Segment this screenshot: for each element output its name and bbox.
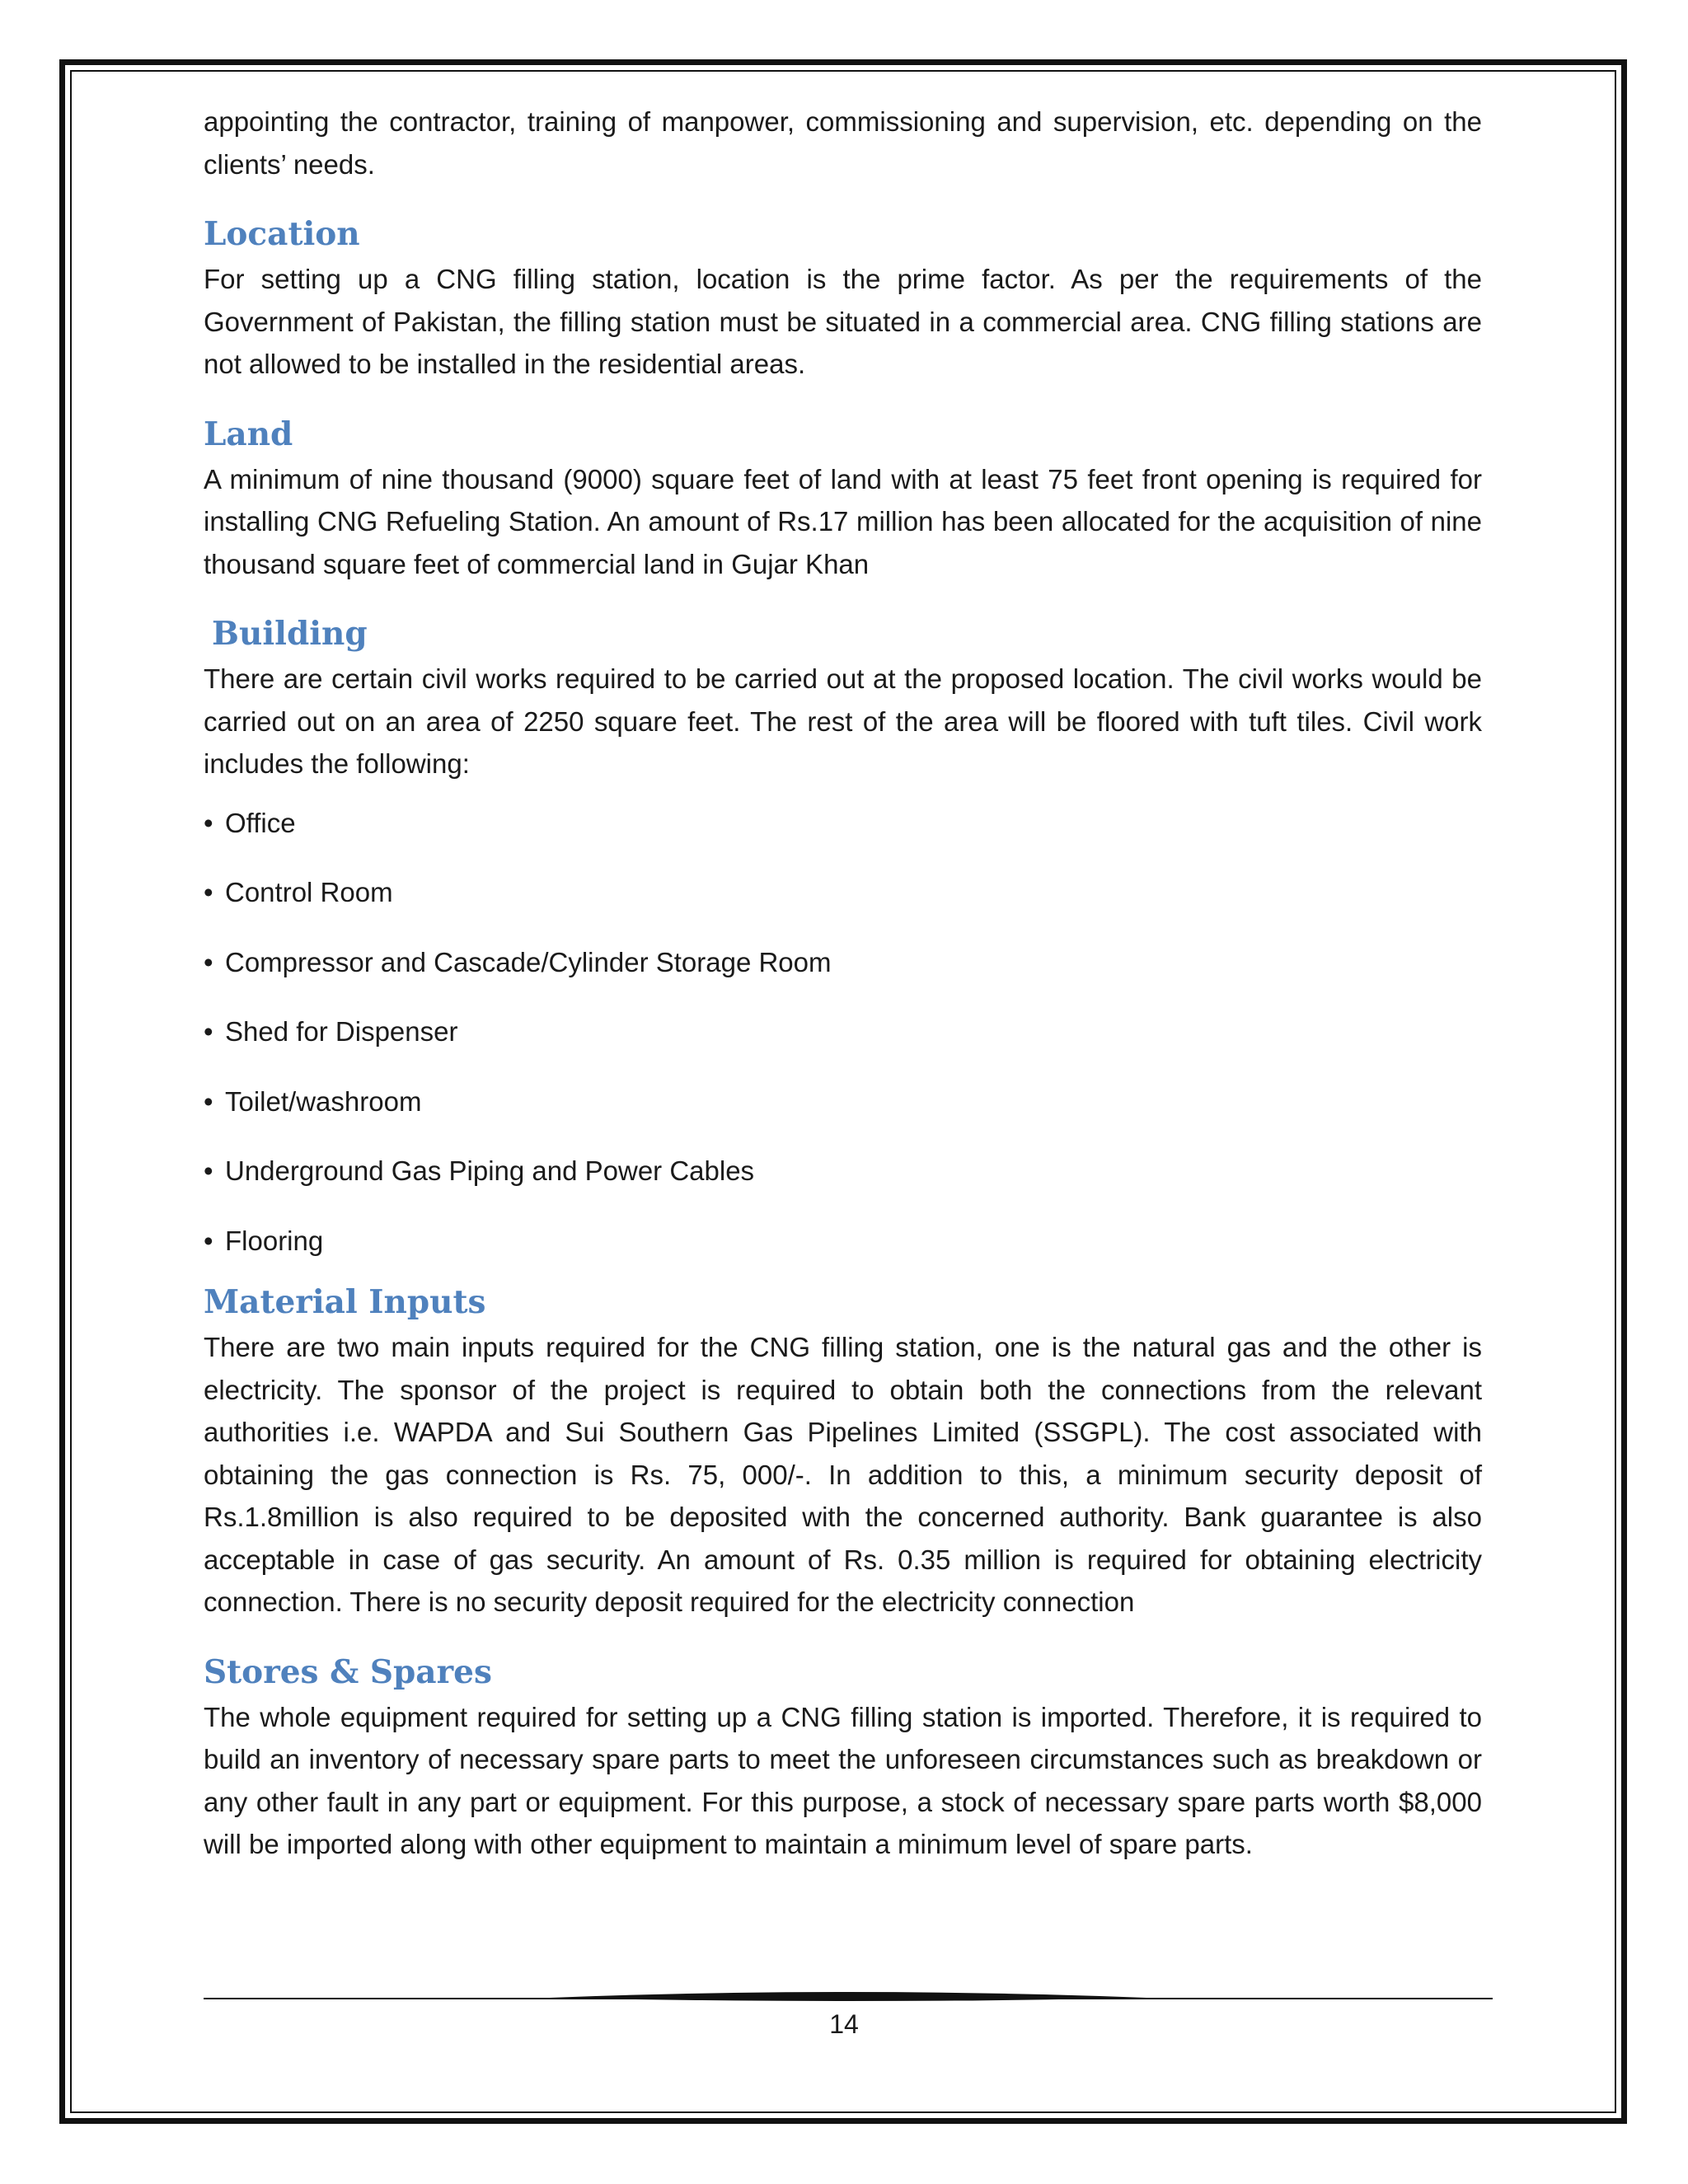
location-paragraph: For setting up a CNG filling station, location is the prime factor. As per the requirements of the Government of Pakistan, the filling station must be situated in a commercial area. CNG filling stations are not allowed to be installed in the residential areas. (204, 264, 1482, 379)
list-item-label: Compressor and Cascade/Cylinder Storage Room (225, 946, 832, 977)
bullet-icon: • (204, 1225, 213, 1256)
bullet-icon: • (204, 1016, 213, 1047)
page-content (204, 101, 1482, 1866)
material-inputs-heading: Material Inputs (204, 1283, 486, 1321)
building-heading: Building (212, 615, 368, 653)
list-item (204, 1010, 1482, 1053)
list-item (204, 941, 1482, 984)
civil-works-list (204, 802, 1482, 1263)
building-paragraph: There are certain civil works required to be carried out at the proposed location. The civil works would be carried out on an area of 2250 square feet. The rest of the area will be floored with tuft tiles. Civil work includes the following: (204, 663, 1482, 779)
land-paragraph: A minimum of nine thousand (9000) square feet of land with at least 75 feet front opening is required for installing CNG Refueling Station. An amount of Rs.17 million has been allocated for the acquisition of nine thousand square feet of commercial land in Gujar Khan (204, 463, 1482, 579)
list-item (204, 1220, 1482, 1263)
bullet-icon: • (204, 946, 213, 977)
bullet-icon: • (204, 1085, 213, 1117)
page-number: 14 (829, 2009, 859, 2039)
footer-divider (204, 1988, 1493, 2006)
stores-spares-heading: Stores & Spares (204, 1652, 492, 1691)
list-item (204, 1080, 1482, 1123)
list-item-label: Underground Gas Piping and Power Cables (225, 1155, 755, 1186)
list-item (204, 871, 1482, 914)
stores-spares-paragraph: The whole equipment required for setting up a CNG filling station is imported. Therefore, it is required to build an inventory of necessary spare parts to meet the unforeseen circumstances such as breakdown or any other fault in any part or equipment. For this purpose, a stock of necessary spare parts worth $8,000 will be imported along with other equipment to maintain a minimum level of spare parts. (204, 1701, 1482, 1859)
bullet-icon: • (204, 807, 213, 838)
list-item (204, 802, 1482, 845)
list-item-label: Flooring (225, 1225, 324, 1256)
land-heading: Land (204, 415, 293, 453)
list-item-label: Control Room (225, 877, 393, 907)
bullet-icon: • (204, 1155, 213, 1186)
location-heading: Location (204, 215, 360, 253)
list-item-label: Toilet/washroom (225, 1085, 422, 1117)
bullet-icon: • (204, 877, 213, 907)
material-inputs-paragraph: There are two main inputs required for the CNG filling station, one is the natural gas and the other is electricity. The sponsor of the project is required to obtain both the connections from the relevant authorities i.e. WAPDA and Sui Southern Gas Pipelines Limited (SSGPL). The cost associated with obtaining the gas connection is Rs. 75, 000/-. In addition to this, a minimum security deposit of Rs.1.8million is also required to be deposited with the concerned authority. Bank guarantee is also acceptable in case of gas security. An amount of Rs. 0.35 million is required for obtaining electricity connection. There is no security deposit required for the electricity connection (204, 1332, 1482, 1617)
list-item-label: Shed for Dispenser (225, 1016, 458, 1047)
list-item (204, 1150, 1482, 1193)
intro-continuation-paragraph: appointing the contractor, training of manpower, commissioning and supervision, etc. depending on the clients’ needs. (204, 106, 1482, 180)
list-item-label: Office (225, 807, 296, 838)
